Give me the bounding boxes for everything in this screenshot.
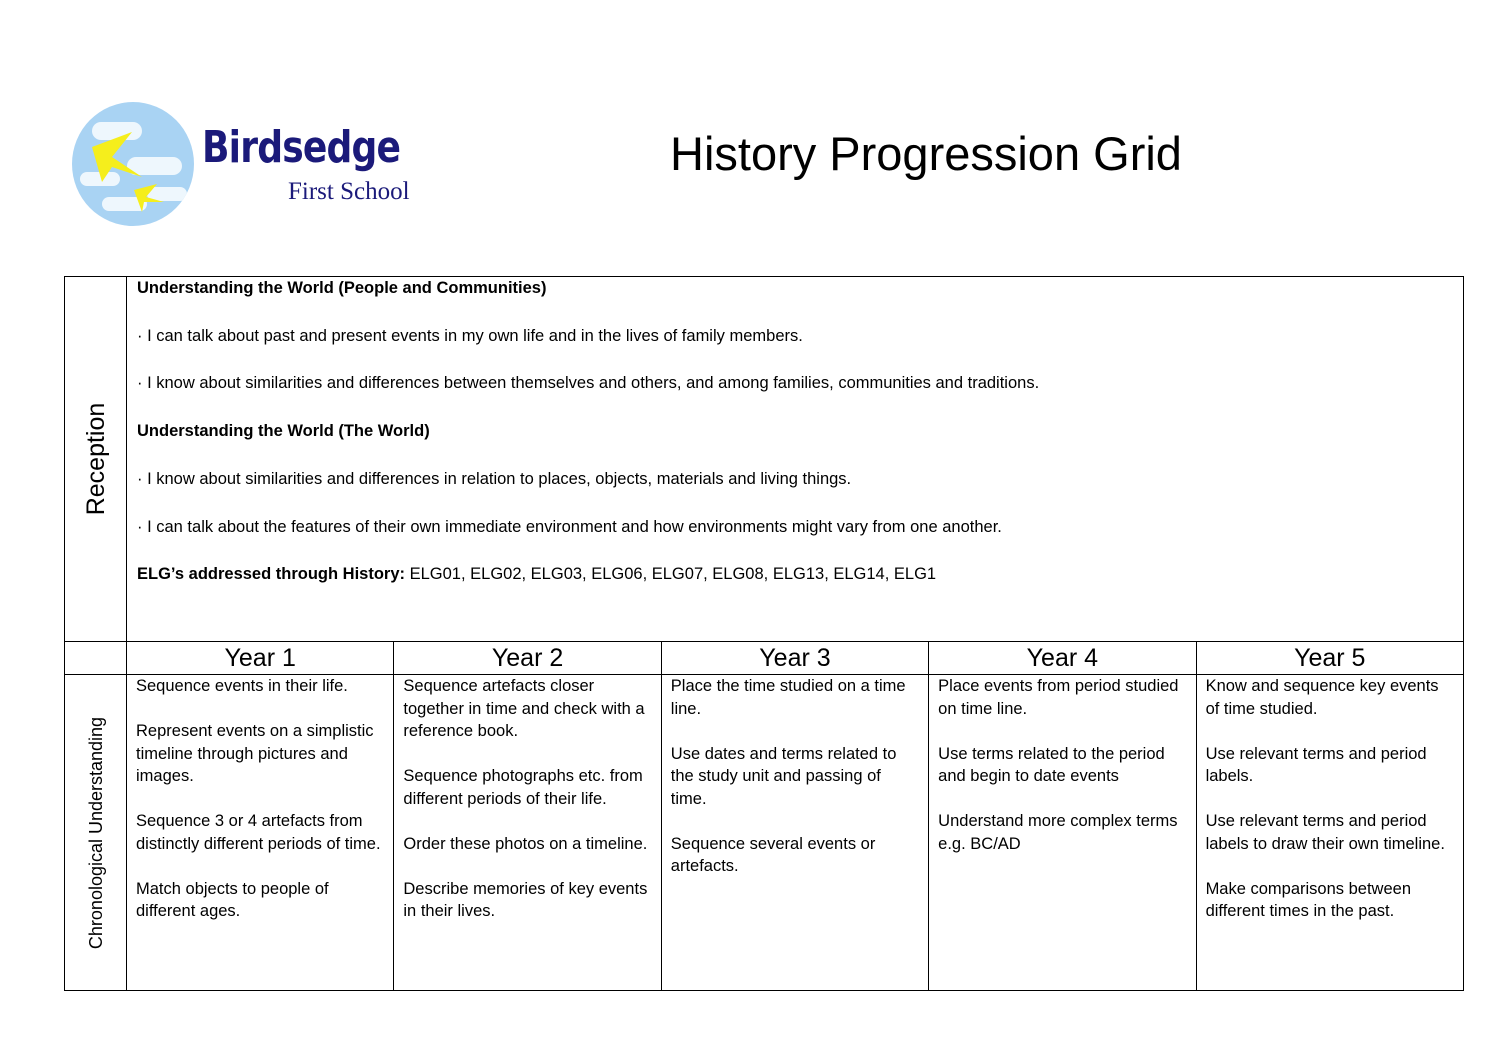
objective: Sequence artefacts closer together in time and check with a reference book. xyxy=(403,677,645,740)
year-header: Year 5 xyxy=(1196,642,1463,675)
objective: Use dates and terms related to the study unit and passing of time. xyxy=(670,744,897,808)
reception-label: Reception xyxy=(81,402,110,516)
year-5-cell xyxy=(1196,675,1463,991)
year-header-row xyxy=(65,642,1464,675)
elg-label: ELG’s addressed through History: xyxy=(137,565,406,584)
objective: Sequence 3 or 4 artefacts from distinctly different periods of time. xyxy=(136,812,381,853)
empty-cell xyxy=(65,642,127,675)
elg-values: ELG01, ELG02, ELG03, ELG06, ELG07, ELG08, ELG13, ELG14, ELG1 xyxy=(405,565,937,584)
objective: Sequence several events or artefacts. xyxy=(670,834,876,875)
objective: Know and sequence key events of time studied. xyxy=(1205,677,1439,718)
year-1-cell xyxy=(127,675,394,991)
progression-grid xyxy=(64,276,1464,991)
reception-item: · I know about similarities and differences between themselves and others, and among families, communities and traditions. xyxy=(137,374,1040,393)
chronological-label-cell xyxy=(65,675,127,991)
objective: Use relevant terms and period labels. xyxy=(1205,744,1427,785)
year-2-cell xyxy=(394,675,661,991)
reception-item: · I can talk about the features of their own immediate environment and how environments might vary from one another. xyxy=(137,517,1002,536)
reception-row xyxy=(65,277,1464,642)
reception-item: · I can talk about past and present events in my own life and in the lives of family members. xyxy=(137,326,803,345)
year-header: Year 2 xyxy=(394,642,661,675)
objective: Place the time studied on a time line. xyxy=(670,677,906,718)
bird-icon xyxy=(72,102,194,226)
objective: Order these photos on a timeline. xyxy=(403,834,648,853)
chronological-label: Chronological Understanding xyxy=(85,716,106,949)
objective: Use terms related to the period and begin to date events xyxy=(938,744,1165,785)
reception-heading-2: Understanding the World (The World) xyxy=(137,422,430,441)
objective: Sequence events in their life. xyxy=(136,677,348,695)
objective: Describe memories of key events in their lives. xyxy=(403,879,648,920)
year-header: Year 3 xyxy=(661,642,928,675)
objective: Match objects to people of different ages. xyxy=(136,879,329,920)
reception-item: · I know about similarities and differences in relation to places, objects, materials and living things. xyxy=(137,469,852,488)
objective: Sequence photographs etc. from different periods of their life. xyxy=(403,767,643,808)
logo-name: Birdsedge xyxy=(202,122,401,173)
chronological-row xyxy=(65,675,1464,991)
year-header: Year 4 xyxy=(929,642,1196,675)
logo-subtitle: First School xyxy=(288,178,410,205)
reception-label-cell xyxy=(65,277,127,642)
objective: Use relevant terms and period labels to draw their own timeline. xyxy=(1205,812,1445,853)
reception-content xyxy=(127,277,1464,642)
year-4-cell xyxy=(929,675,1196,991)
year-3-cell xyxy=(661,675,928,991)
page-title: History Progression Grid xyxy=(670,127,1182,180)
reception-heading-1: Understanding the World (People and Communities) xyxy=(137,279,547,297)
objective: Represent events on a simplistic timeline through pictures and images. xyxy=(136,722,374,785)
year-header: Year 1 xyxy=(127,642,394,675)
objective: Place events from period studied on time line. xyxy=(938,677,1179,718)
objective: Make comparisons between different times in the past. xyxy=(1205,879,1411,920)
logo-emblem xyxy=(72,102,194,226)
objective: Understand more complex terms e.g. BC/AD xyxy=(938,812,1178,853)
school-logo xyxy=(70,100,430,230)
